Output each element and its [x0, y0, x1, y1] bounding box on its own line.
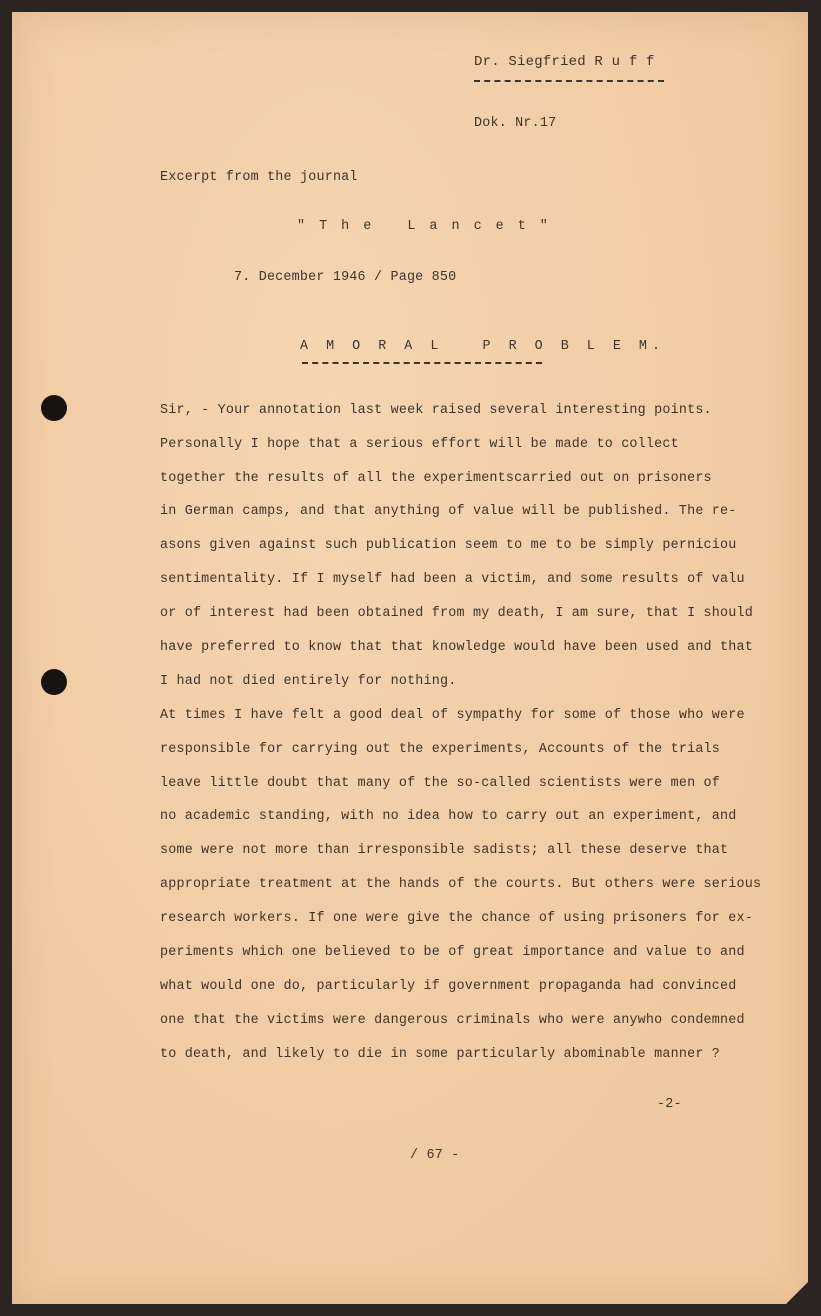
folio-number: / 67 -: [410, 1148, 460, 1163]
body-line: responsible for carrying out the experiments, Accounts of the trials: [160, 742, 721, 757]
body-line: one that the victims were dangerous criminals who were anywho condemned: [160, 1013, 745, 1028]
article-title: A M O R A L P R O B L E M.: [300, 339, 665, 354]
body-line: in German camps, and that anything of value will be published. The re-: [160, 504, 737, 519]
punch-hole: [41, 669, 67, 695]
body-line: Sir, - Your annotation last week raised several interesting points.: [160, 403, 712, 418]
body-line: appropriate treatment at the hands of the courts. But others were serious: [160, 877, 762, 892]
page-number: -2-: [657, 1097, 682, 1112]
body-line: together the results of all the experimentscarried out on prisoners: [160, 471, 712, 486]
title-underline: [302, 362, 542, 364]
page-corner: [786, 1282, 808, 1304]
punch-hole: [41, 395, 67, 421]
body-line: At times I have felt a good deal of sympathy for some of those who were: [160, 708, 745, 723]
body-line: sentimentality. If I myself had been a victim, and some results of valu: [160, 572, 745, 587]
body-line: Personally I hope that a serious effort will be made to collect: [160, 437, 679, 452]
body-line: to death, and likely to die in some particularly abominable manner ?: [160, 1047, 721, 1062]
body-line: no academic standing, with no idea how to carry out an experiment, and: [160, 809, 737, 824]
body-line: leave little doubt that many of the so-called scientists were men of: [160, 776, 721, 791]
document-number: Dok. Nr.17: [474, 116, 557, 131]
body-line: asons given against such publication seem to me to be simply perniciou: [160, 538, 737, 553]
body-line: research workers. If one were give the chance of using prisoners for ex-: [160, 911, 753, 926]
body-line: have preferred to know that that knowledge would have been used and that: [160, 640, 753, 655]
issue-date: 7. December 1946 / Page 850: [234, 270, 457, 285]
body-line: or of interest had been obtained from my death, I am sure, that I should: [160, 606, 753, 621]
author-underline: [474, 80, 664, 82]
body-line: periments which one believed to be of great importance and value to and: [160, 945, 745, 960]
document-page: [12, 12, 808, 1304]
body-line: I had not died entirely for nothing.: [160, 674, 457, 689]
excerpt-line: Excerpt from the journal: [160, 170, 358, 185]
body-line: what would one do, particularly if government propaganda had convinced: [160, 979, 737, 994]
author-name: Dr. Siegfried R u f f: [474, 54, 655, 70]
journal-name: " T h e L a n c e t ": [297, 219, 551, 234]
body-line: some were not more than irresponsible sadists; all these deserve that: [160, 843, 729, 858]
